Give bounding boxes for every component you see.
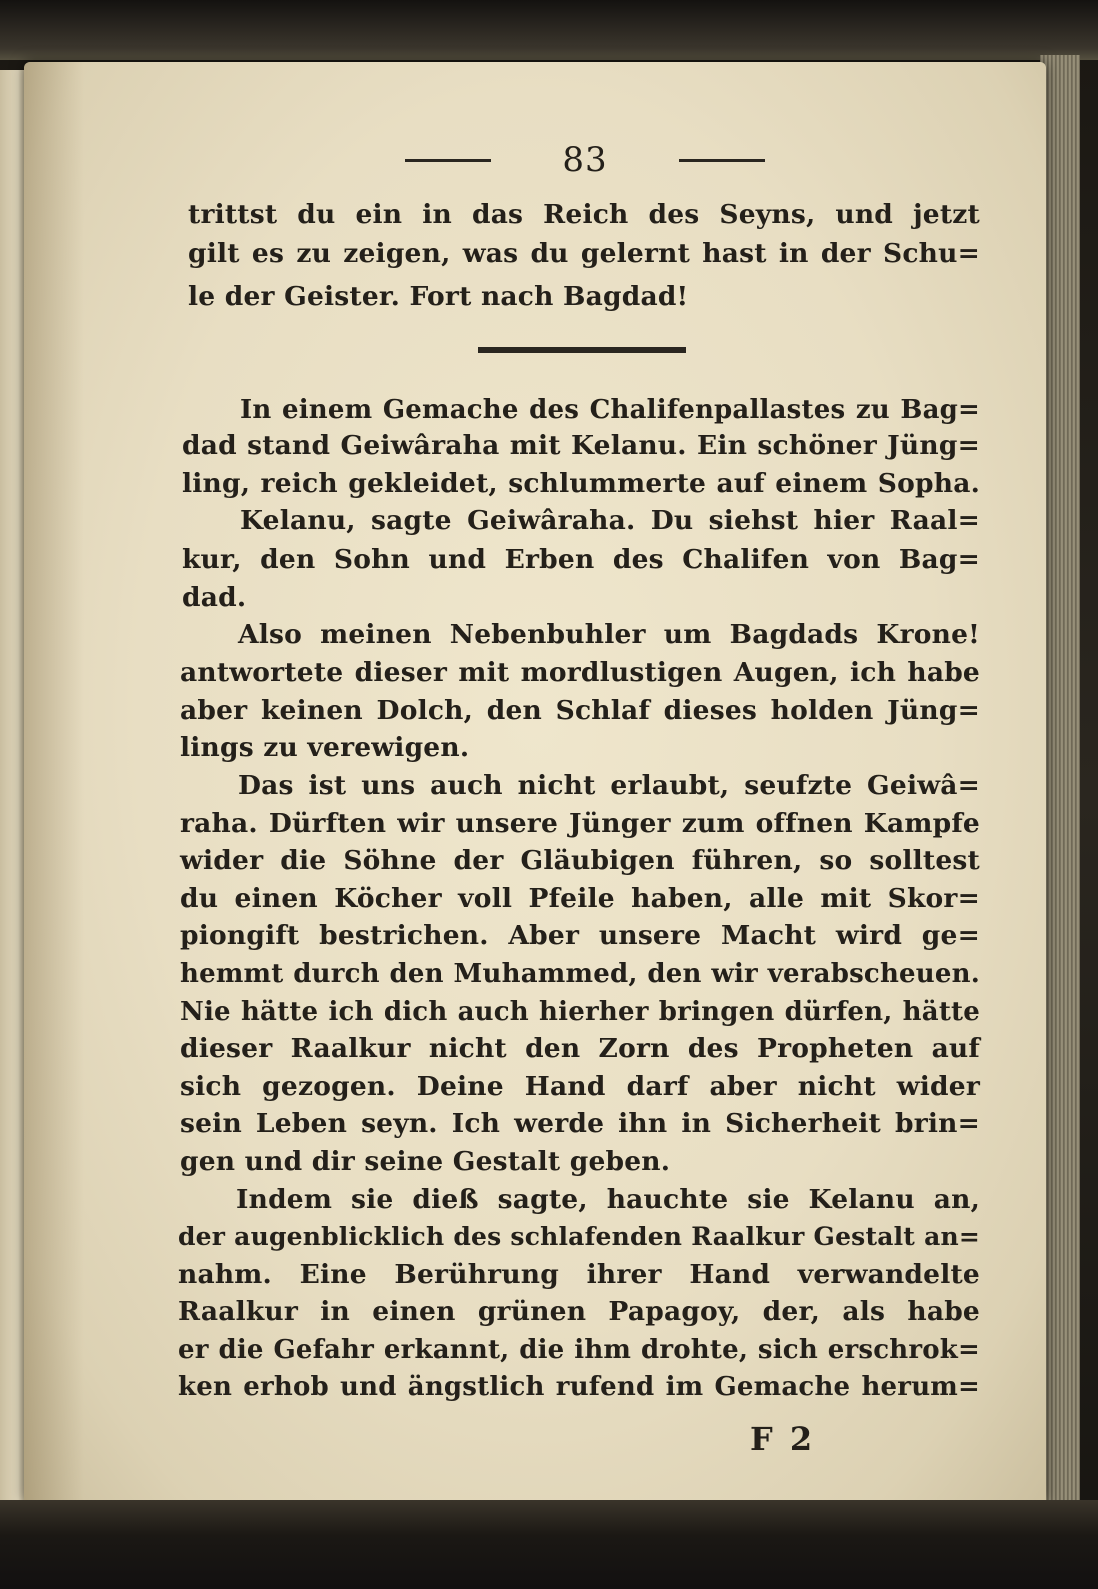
text-line: dieser Raalkur nicht den Zorn des Propheten auf: [180, 1033, 980, 1064]
section-separator: [478, 347, 686, 353]
page-header: [405, 140, 765, 180]
text-line: Indem sie dieß sagte, hauchte sie Kelanu an,: [236, 1184, 980, 1215]
text-line: raha. Dürften wir unsere Jünger zum offnen Kampfe: [180, 808, 980, 839]
header-rule-right: [679, 159, 765, 162]
text-line: gen und dir seine Gestalt geben.: [180, 1146, 671, 1177]
text-line: trittst du ein in das Reich des Seyns, und jetzt: [188, 199, 980, 230]
text-line: du einen Köcher voll Pfeile haben, alle mit Skor=: [180, 883, 980, 914]
text-line: sich gezogen. Deine Hand darf aber nicht wider: [180, 1071, 980, 1102]
text-line: hemmt durch den Muhammed, den wir verabscheuen.: [180, 959, 980, 989]
text-line: er die Gefahr erkannt, die ihm drohte, sich erschrok=: [178, 1335, 980, 1365]
text-line: lings zu verewigen.: [180, 732, 470, 763]
text-line: Raalkur in einen grünen Papagoy, der, als habe: [178, 1296, 980, 1327]
page-number: 83: [562, 140, 608, 180]
text-line: gilt es zu zeigen, was du gelernt hast in der Schu=: [188, 238, 980, 269]
text-line: sein Leben seyn. Ich werde ihn in Sicherheit brin=: [180, 1108, 980, 1139]
text-line: antwortete dieser mit mordlustigen Augen, ich habe: [180, 657, 980, 688]
gutter-shadow: [24, 62, 84, 1502]
text-line: nahm. Eine Berührung ihrer Hand verwandelte: [178, 1259, 980, 1290]
text-line: kur, den Sohn und Erben des Chalifen von Bag=: [182, 544, 980, 575]
previous-page-edge: [0, 70, 26, 1510]
text-line: ling, reich gekleidet, schlummerte auf einem Sopha.: [182, 468, 980, 499]
text-line: ken erhob und ängstlich rufend im Gemache herum=: [178, 1372, 980, 1402]
text-line: der augenblicklich des schlafenden Raalkur Gestalt an=: [178, 1222, 980, 1251]
text-line: Nie hätte ich dich auch hierher bringen dürfen, hätte: [180, 997, 980, 1027]
text-line: In einem Gemache des Chalifenpallastes zu Bag=: [240, 395, 980, 425]
text-line: le der Geister. Fort nach Bagdad!: [188, 281, 689, 312]
text-line: aber keinen Dolch, den Schlaf dieses holden Jüng=: [180, 695, 980, 726]
header-rule-left: [405, 159, 491, 162]
signature-mark: F 2: [750, 1420, 816, 1458]
page-stack-edges: [1040, 55, 1080, 1525]
book-cover-top: [0, 0, 1098, 60]
text-line: Also meinen Nebenbuhler um Bagdads Krone!: [238, 619, 980, 650]
text-line: piongift bestrichen. Aber unsere Macht wird ge=: [180, 920, 980, 951]
text-line: Kelanu, sagte Geiwâraha. Du siehst hier Raal=: [240, 505, 980, 536]
text-line: Das ist uns auch nicht erlaubt, seufzte Geiwâ=: [238, 770, 980, 801]
text-line: dad.: [182, 582, 247, 613]
text-line: wider die Söhne der Gläubigen führen, so solltest: [180, 845, 980, 876]
book-cover-bottom: [0, 1500, 1098, 1589]
text-line: dad stand Geiwâraha mit Kelanu. Ein schöner Jüng=: [182, 430, 980, 461]
